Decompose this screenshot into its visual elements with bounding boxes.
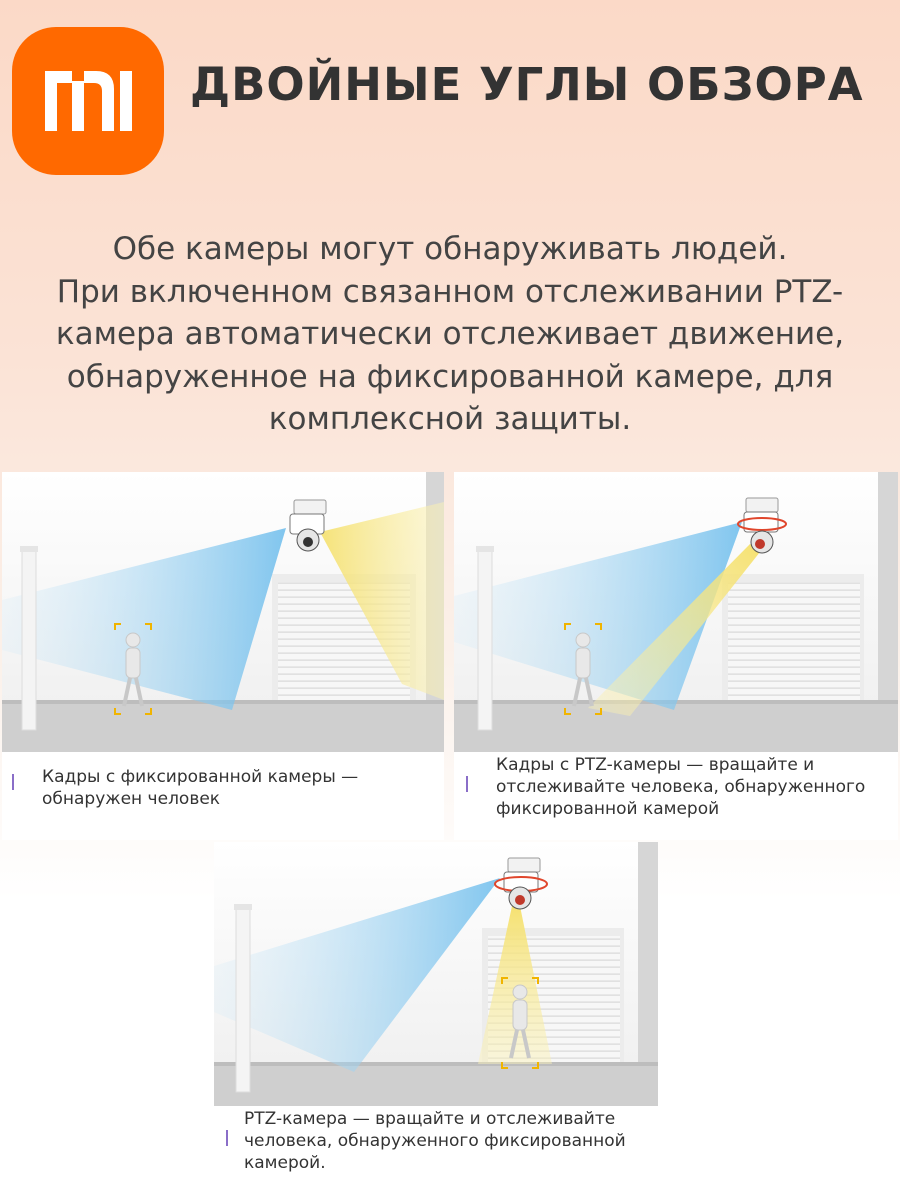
description-line: обнаруженное на фиксированной камере, для: [66, 358, 834, 395]
caption-line: обнаружен человек: [42, 789, 221, 809]
caption-line: фиксированной камерой: [496, 799, 720, 819]
caption-line: камерой.: [244, 1153, 326, 1173]
caption-line: PTZ-камера — вращайте и отслеживайте: [244, 1109, 616, 1129]
caption-line: Кадры с PTZ-камеры — вращайте и: [496, 755, 815, 775]
scene-ptz-tracking: [454, 472, 898, 840]
description-line: При включенном связанном отслеживании PTZ-: [56, 273, 844, 310]
description-line: камера автоматически отслеживает движение,: [55, 316, 845, 352]
scene-illustration: [454, 472, 898, 752]
description: [20, 228, 880, 441]
scene-illustration: [2, 472, 444, 752]
page-title: ДВОЙНЫЕ УГЛЫ ОБЗОРА: [190, 58, 864, 111]
scene-ptz-follow: [214, 842, 658, 1196]
caption-line: человека, обнаруженного фиксированной: [244, 1131, 626, 1151]
description-line: Обе камеры могут обнаруживать людей.: [112, 231, 788, 267]
scene-illustration: [214, 842, 658, 1106]
scene-fixed-camera: [2, 472, 444, 840]
caption-line: Кадры с фиксированной камеры —: [42, 767, 359, 787]
xiaomi-logo: [12, 27, 164, 175]
description-line: комплексной защиты.: [268, 401, 632, 437]
caption-line: отслеживайте человека, обнаруженного: [496, 777, 866, 797]
